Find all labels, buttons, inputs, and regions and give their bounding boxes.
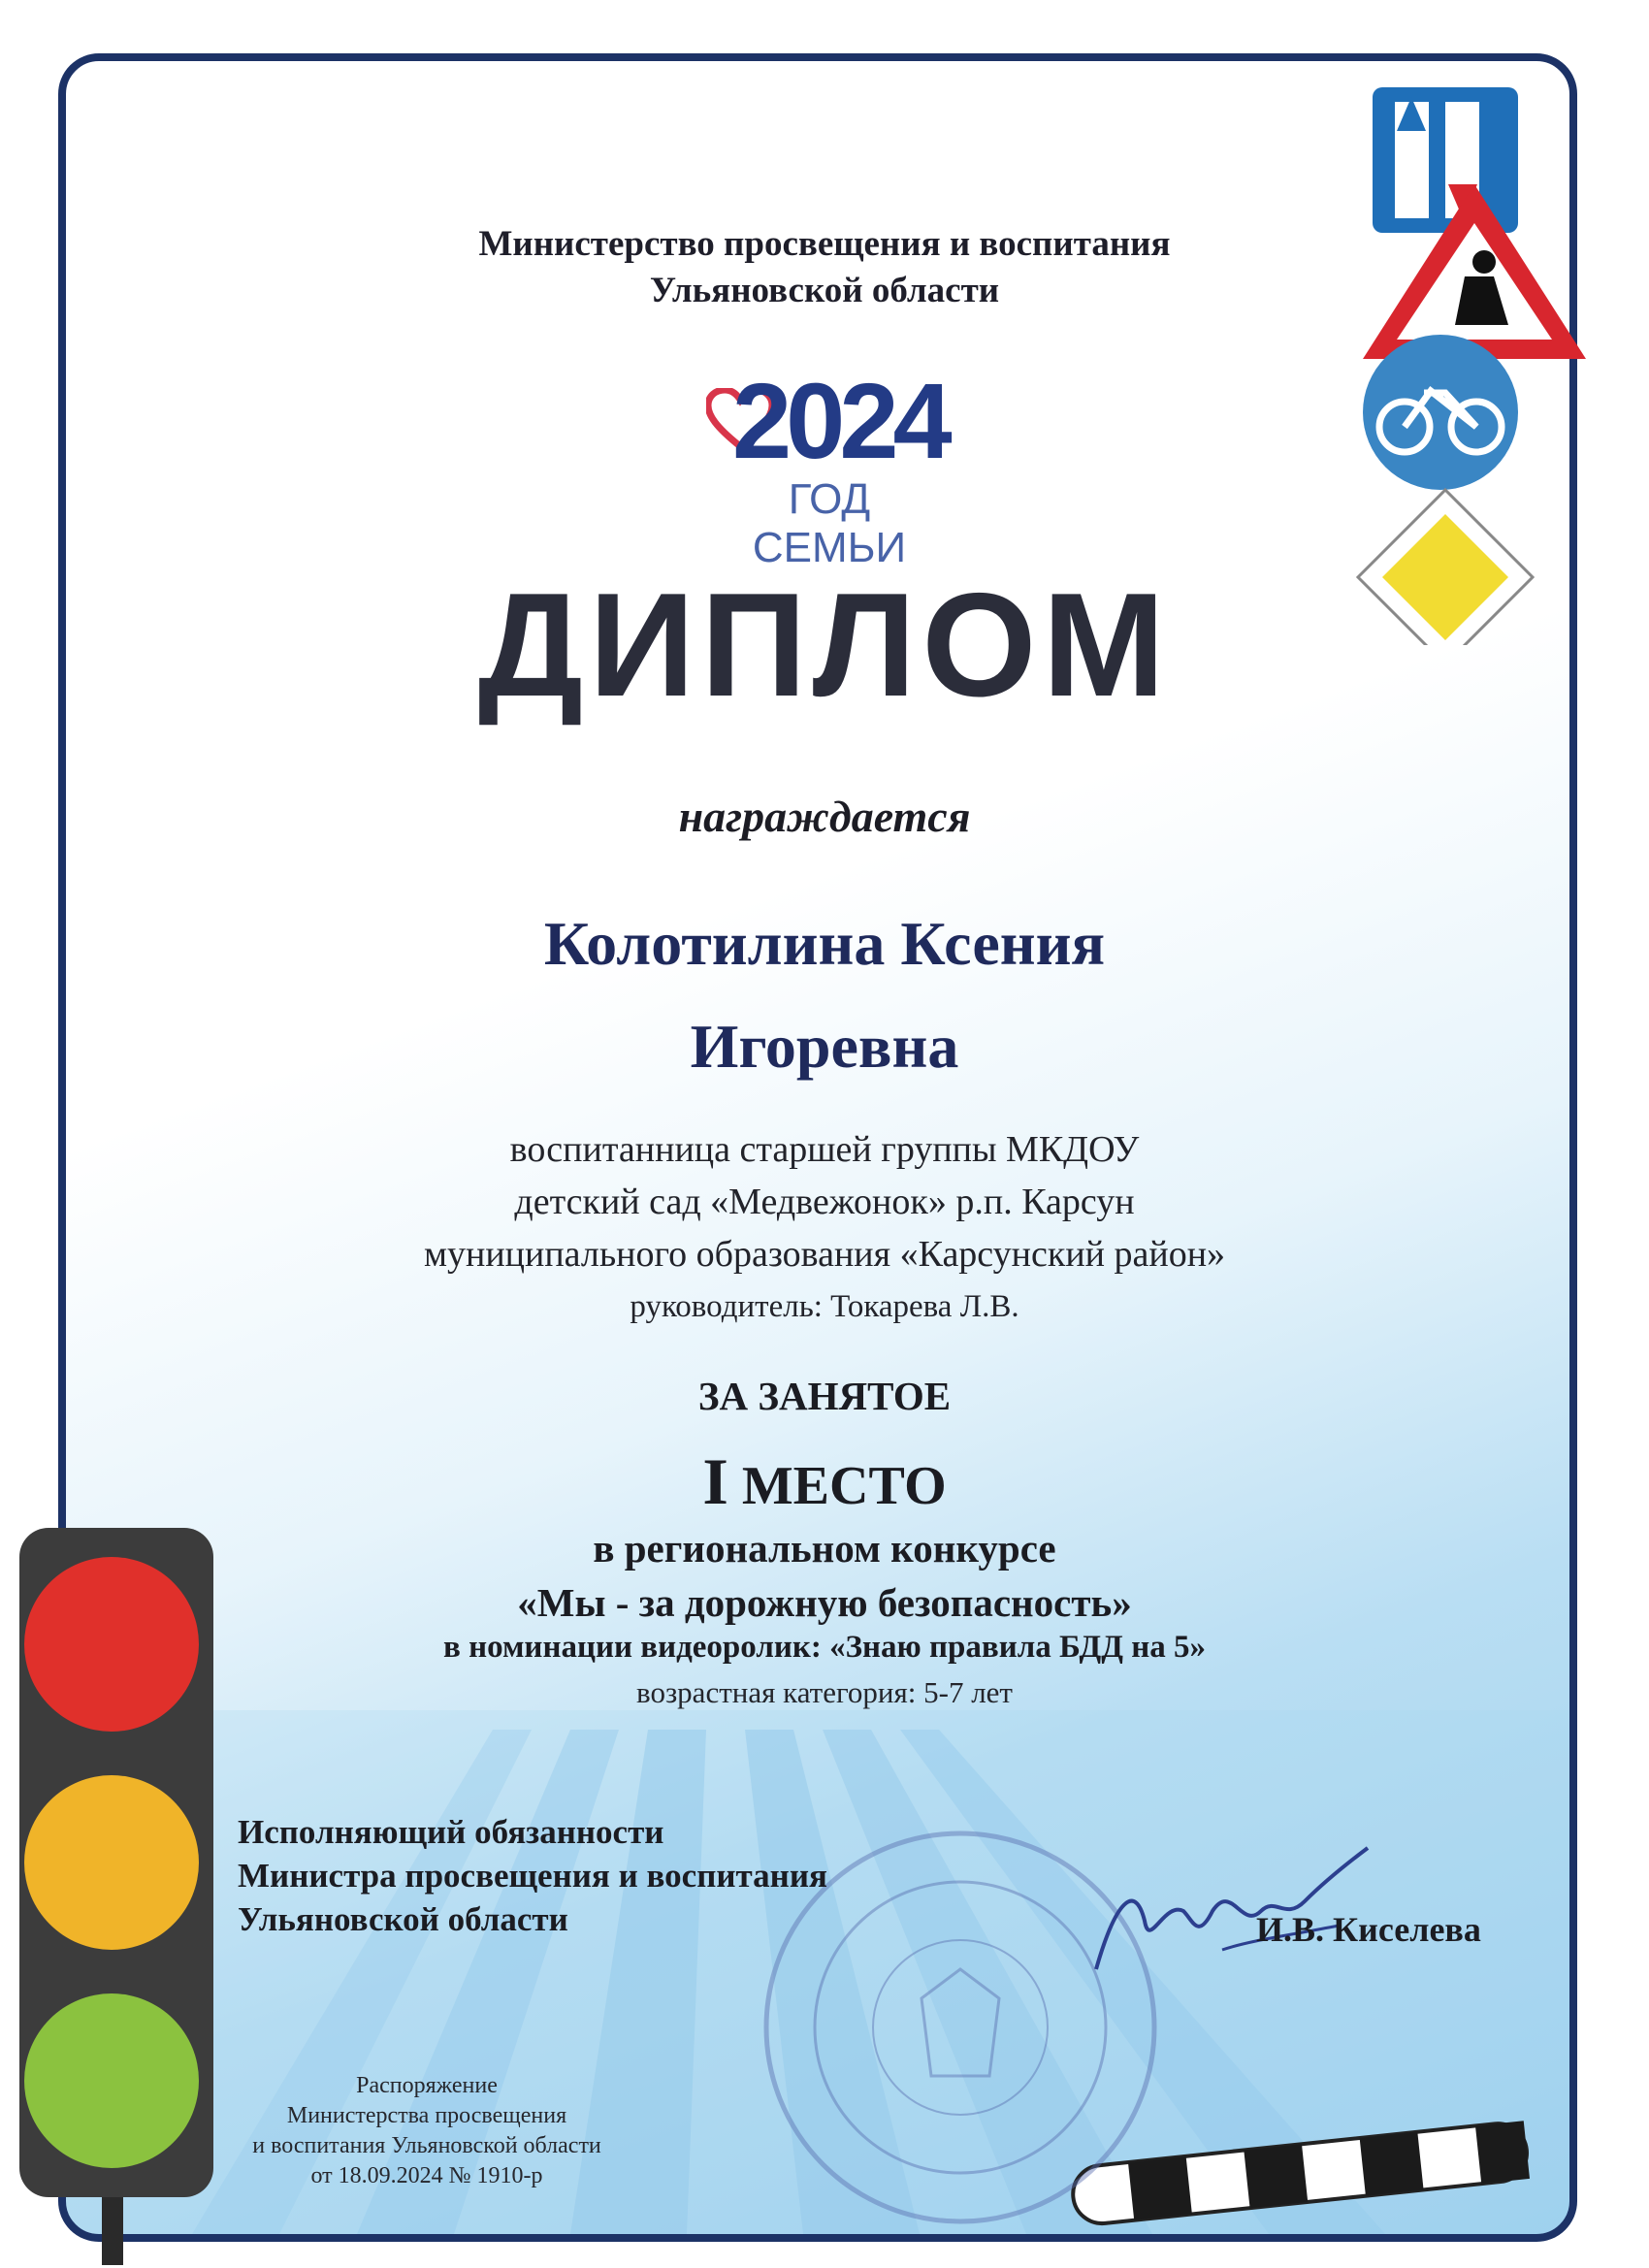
awarded-label: награждается	[678, 792, 971, 841]
logo-subtitle: ГОД СЕМЬИ	[752, 475, 907, 571]
main-road-sign-icon	[1358, 490, 1533, 645]
nomination: в номинации видеоролик: «Знаю правила БДД на 5»	[443, 1630, 1206, 1665]
order-line-2: Министерства просвещения	[286, 2103, 567, 2128]
recipient-name-line-1: Колотилина Ксения	[543, 909, 1106, 978]
order-line-1: Распоряжение	[356, 2073, 498, 2098]
recipient-name-line-2: Игоревна	[690, 1012, 959, 1081]
recipient-description	[242, 1123, 1406, 1333]
one-way-sign-icon	[1373, 87, 1518, 233]
logo-year: 2024	[732, 362, 947, 481]
age-category: возрастная категория: 5-7 лет	[636, 1675, 1013, 1709]
recipient-name	[291, 892, 1358, 1098]
award-place	[388, 1443, 1261, 1520]
order-line-3: и воспитания Ульяновской области	[252, 2133, 601, 2158]
order-line-4: от 18.09.2024 № 1910-р	[310, 2163, 543, 2188]
red-light-icon	[24, 1557, 199, 1732]
yellow-light-icon	[24, 1775, 199, 1950]
traffic-light-illustration	[19, 1528, 223, 2265]
contest-line-2: «Мы - за дорожную безопасность»	[517, 1580, 1132, 1625]
signer-position-line-3: Ульяновской области	[238, 1900, 568, 1938]
diploma-title: ДИПЛОМ	[477, 563, 1172, 728]
award-for-label: ЗА ЗАНЯТОЕ	[697, 1374, 952, 1418]
green-light-icon	[24, 1993, 199, 2168]
description-line-3: муниципального образования «Карсунский район»	[423, 1234, 1226, 1275]
description-line-4: руководитель: Токарева Л.В.	[630, 1289, 1019, 1324]
ministry-line-1: Министерство просвещения и воспитания	[478, 224, 1171, 264]
bicycle-path-sign-icon	[1363, 335, 1518, 490]
signer-position	[238, 1810, 975, 1941]
ministry-line-2: Ульяновской области	[649, 271, 1000, 310]
signer-position-line-1: Исполняющий обязанности	[238, 1813, 664, 1851]
signer-position-line-2: Министра просвещения и воспитания	[238, 1857, 827, 1895]
contest-info	[242, 1521, 1406, 1630]
road-signs-illustration	[1339, 82, 1600, 645]
contest-line-1: в региональном конкурсе	[593, 1526, 1056, 1571]
award-place-word: МЕСТО	[741, 1456, 947, 1516]
signer-name: И.В. Киселева	[1256, 1910, 1481, 1949]
description-line-1: воспитанница старшей группы МКДОУ	[509, 1129, 1140, 1170]
order-reference	[209, 2071, 645, 2191]
award-place-roman: I	[702, 1444, 728, 1518]
description-line-2: детский сад «Медвежонок» р.п. Карсун	[514, 1182, 1135, 1222]
ministry-header	[291, 221, 1358, 314]
